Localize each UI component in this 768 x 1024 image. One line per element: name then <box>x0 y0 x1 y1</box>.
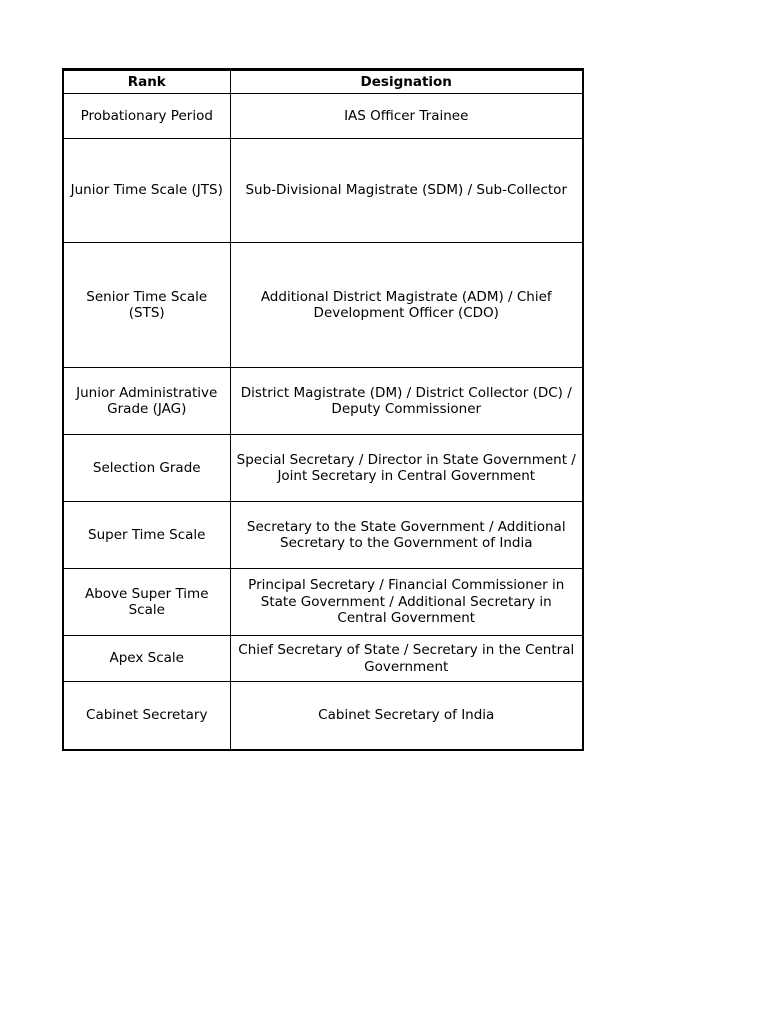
rank-cell: Cabinet Secretary <box>63 682 230 750</box>
table-row <box>63 682 583 750</box>
table-row <box>63 435 583 502</box>
table-row <box>63 139 583 243</box>
designation-cell: Chief Secretary of State / Secretary in the Central Government <box>230 636 583 682</box>
table-header-row <box>63 70 583 94</box>
table-row <box>63 243 583 368</box>
table-row <box>63 368 583 435</box>
rank-column-header: Rank <box>63 70 230 94</box>
rank-cell: Apex Scale <box>63 636 230 682</box>
table-row <box>63 94 583 139</box>
document-page <box>62 68 582 751</box>
designation-cell: District Magistrate (DM) / District Collector (DC) / Deputy Commissioner <box>230 368 583 435</box>
designation-cell: Sub-Divisional Magistrate (SDM) / Sub-Collector <box>230 139 583 243</box>
table-row <box>63 569 583 636</box>
rank-cell: Selection Grade <box>63 435 230 502</box>
designation-column-header: Designation <box>230 70 583 94</box>
rank-designation-table <box>62 68 584 751</box>
designation-cell: Principal Secretary / Financial Commissioner in State Government / Additional Secretary in Central Government <box>230 569 583 636</box>
rank-cell: Super Time Scale <box>63 502 230 569</box>
rank-cell: Senior Time Scale (STS) <box>63 243 230 368</box>
designation-cell: Additional District Magistrate (ADM) / Chief Development Officer (CDO) <box>230 243 583 368</box>
table-row <box>63 502 583 569</box>
table-row <box>63 636 583 682</box>
rank-cell: Probationary Period <box>63 94 230 139</box>
designation-cell: Cabinet Secretary of India <box>230 682 583 750</box>
designation-cell: Special Secretary / Director in State Government / Joint Secretary in Central Government <box>230 435 583 502</box>
rank-cell: Junior Time Scale (JTS) <box>63 139 230 243</box>
rank-cell: Junior Administrative Grade (JAG) <box>63 368 230 435</box>
designation-cell: IAS Officer Trainee <box>230 94 583 139</box>
rank-cell: Above Super Time Scale <box>63 569 230 636</box>
designation-cell: Secretary to the State Government / Additional Secretary to the Government of India <box>230 502 583 569</box>
